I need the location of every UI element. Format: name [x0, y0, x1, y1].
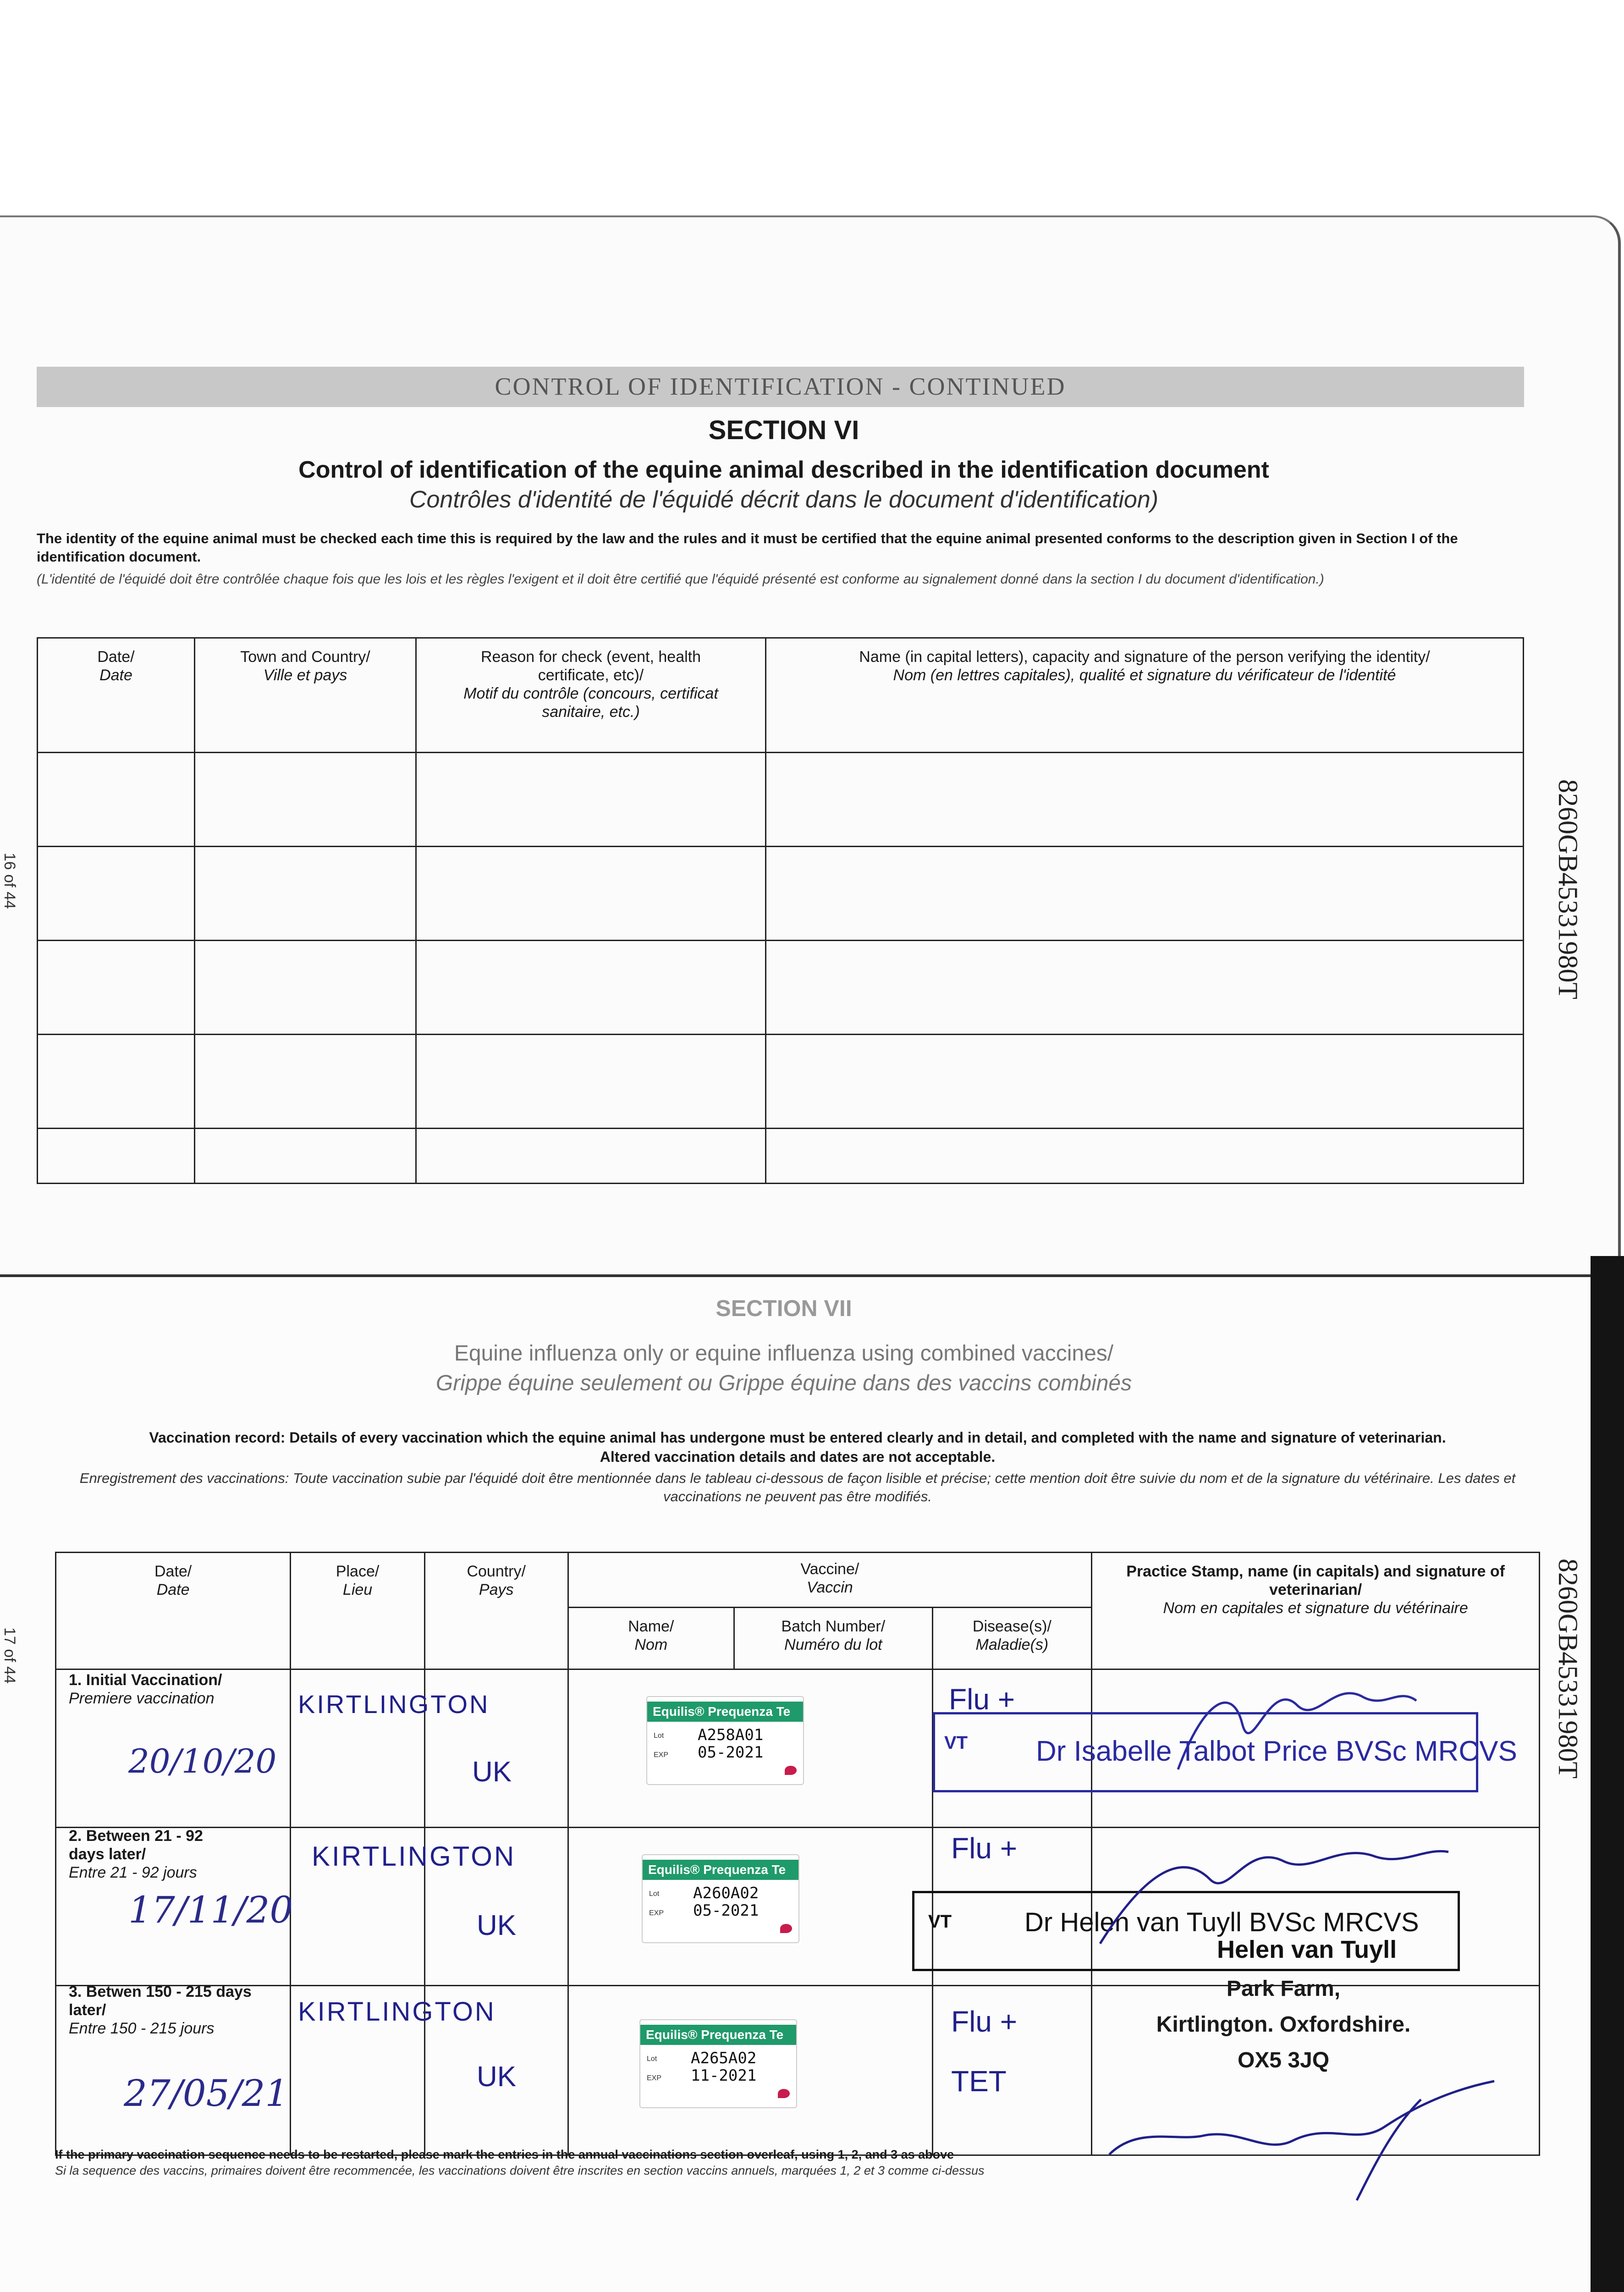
vaccine-exp: 05-2021	[693, 1901, 759, 1920]
col-reason-en: Reason for check (event, health certificate, etc)/	[480, 648, 701, 684]
hdr-vaccine-fr: Vaccin	[806, 1579, 853, 1596]
table-cell[interactable]	[766, 753, 1524, 847]
row-2-date: 17/11/20	[128, 1889, 293, 1931]
row-2-place: KIRTLINGTON	[312, 1841, 516, 1872]
section-6-title: SECTION VI	[708, 415, 859, 445]
hdr-batch-fr: Numéro du lot	[784, 1636, 882, 1653]
hdr-date-en: Date/	[154, 1563, 192, 1580]
row-2-label-fr: Entre 21 - 92 jours	[69, 1864, 197, 1881]
hdr-batch-en: Batch Number/	[781, 1618, 886, 1635]
hdr-date-fr: Date	[156, 1581, 190, 1598]
row-1-date: 20/10/20	[128, 1742, 277, 1780]
section-6-subtitle-fr: Contrôles d'identité de l'équidé décrit dans le document d'identification)	[409, 486, 1159, 513]
sticker-mark-icon	[778, 2089, 790, 2098]
exp-caption: EXP	[654, 1751, 669, 1759]
serial-number-bottom: 8260GB45331980T	[1553, 1559, 1583, 1779]
col-town-country	[195, 638, 416, 753]
table-cell[interactable]	[416, 941, 766, 1035]
lot-caption: Lot	[647, 2055, 657, 2063]
table-cell[interactable]	[195, 941, 416, 1035]
col-reason	[416, 638, 766, 753]
address-line-2: Kirtlington. Oxfordshire.	[1156, 2012, 1411, 2037]
vaccine-sticker-1	[646, 1696, 804, 1785]
vt-logo-icon: VT	[944, 1733, 968, 1753]
col-date	[38, 638, 195, 753]
table-cell[interactable]	[38, 941, 195, 1035]
vaccination-record-en: Vaccination record: Details of every vaccination which the equine animal has undergone must be entered clearly and in detail, and completed with the name and signature of veterinarian.	[149, 1429, 1446, 1446]
section-6-intro-en: The identity of the equine animal must be checked each time this is required by the law and the rules and it must be certified that the equine animal presented conforms to the description given in Section I of the identification document.	[37, 530, 1458, 565]
vt-logo-icon: VT	[928, 1912, 952, 1932]
row-1-label	[69, 1671, 284, 1708]
row-3-country: UK	[477, 2061, 517, 2093]
row-1-label-fr: Premiere vaccination	[69, 1690, 215, 1707]
section-6-subtitle-en: Control of identification of the equine animal described in the identification document	[298, 457, 1269, 483]
section-banner-text: CONTROL OF IDENTIFICATION - CONTINUED	[495, 373, 1066, 400]
table-cell[interactable]	[766, 847, 1524, 941]
row-2-disease: Flu +	[951, 1832, 1018, 1865]
serial-number-top: 8260GB45331980T	[1553, 779, 1583, 999]
col-town-en: Town and Country/	[240, 648, 370, 666]
table-cell[interactable]	[38, 1035, 195, 1129]
hdr-vaccine-en: Vaccine/	[800, 1560, 859, 1578]
section-7-subtitle-fr: Grippe équine seulement ou Grippe équine dans des vaccins combinés	[435, 1371, 1132, 1395]
section-7-title: SECTION VII	[716, 1295, 852, 1321]
vet-name-2-bold: Helen van Tuyll	[1217, 1936, 1397, 1963]
row-3-label	[69, 1983, 252, 2038]
page-number-current: 17 of 44	[1, 1627, 18, 1684]
vaccine-brand: Equilis® Prequenza Te	[643, 1860, 798, 1880]
hdr-name-en: Name/	[628, 1618, 674, 1635]
hdr-disease	[932, 1608, 1092, 1669]
address-line-3: OX5 3JQ	[1237, 2048, 1330, 2072]
col-reason-fr: Motif du contrôle (concours, certificat sanitaire, etc.)	[463, 685, 718, 721]
sticker-mark-icon	[785, 1766, 797, 1775]
hdr-place-en: Place/	[336, 1563, 380, 1580]
vaccine-lot: A265A02	[691, 2049, 757, 2067]
col-verifier	[766, 638, 1524, 753]
signature-3	[1100, 2072, 1513, 2209]
col-date-fr: Date	[99, 667, 132, 684]
row-1-country: UK	[472, 1756, 512, 1788]
col-verifier-en: Name (in capital letters), capacity and signature of the person verifying the identity/	[859, 648, 1430, 666]
hdr-stamp-en: Practice Stamp, name (in capitals) and signature of veterinarian/	[1126, 1563, 1505, 1598]
page-edge-shadow	[1591, 1256, 1624, 2292]
table-cell[interactable]	[38, 847, 195, 941]
section-7-subtitle-en: Equine influenza only or equine influenza using combined vaccines/	[454, 1341, 1114, 1366]
vaccine-brand: Equilis® Prequenza Te	[640, 2025, 796, 2045]
row-1-disease: Flu +	[949, 1683, 1015, 1716]
table-cell[interactable]	[416, 1129, 766, 1184]
section-6-intro-fr: (L'identité de l'équidé doit être contrôlée chaque fois que les lois et les règles l'exigent et il doit être certifié que l'équidé présenté est conforme au signalement donné dans la section I du document d'identification.)	[37, 572, 1324, 587]
footnote-fr: Si la sequence des vaccins, primaires doivent être recommencée, les vaccinations doivent être inscrites en section vaccins annuels, marquées 1, 2 et 3 comme ci-dessus	[55, 2164, 985, 2177]
vaccine-exp: 05-2021	[698, 1743, 764, 1762]
hdr-place	[291, 1553, 425, 1669]
vaccination-record-fr: Enregistrement des vaccinations: Toute vaccination subie par l'équidé doit être mentionnée dans le tableau ci-dessous de façon lisible et précise; cette mention doit être suivie du nom et de la signature du vétérinaire. Les dates et vaccinations ne peuvent pas être modifiés.	[79, 1470, 1516, 1504]
table-cell[interactable]	[195, 847, 416, 941]
table-cell[interactable]	[416, 847, 766, 941]
address-line-1: Park Farm,	[1226, 1977, 1341, 2001]
footnote-en: If the primary vaccination sequence needs to be restarted, please mark the entries in the annual vaccinations section overleaf, using 1, 2, and 3 as above	[55, 2148, 954, 2161]
table-cell[interactable]	[195, 1035, 416, 1129]
vaccine-lot: A258A01	[698, 1726, 764, 1744]
hdr-disease-en: Disease(s)/	[972, 1618, 1051, 1635]
row-2-label	[69, 1827, 220, 1882]
table-cell[interactable]	[416, 753, 766, 847]
table-cell[interactable]	[38, 1129, 195, 1184]
vaccine-brand: Equilis® Prequenza Te	[647, 1702, 803, 1722]
vet-name-2: Dr Helen van Tuyll BVSc MRCVS	[1024, 1907, 1419, 1937]
table-cell[interactable]	[195, 753, 416, 847]
col-date-en: Date/	[97, 648, 135, 666]
vaccine-exp: 11-2021	[691, 2066, 757, 2085]
row-3-label-en: 3. Betwen 150 - 215 days later/	[69, 1983, 252, 2019]
hdr-place-fr: Lieu	[342, 1581, 373, 1598]
hdr-country-en: Country/	[467, 1563, 526, 1580]
exp-caption: EXP	[647, 2074, 662, 2082]
vaccination-record-en2: Altered vaccination details and dates are not acceptable.	[600, 1449, 996, 1465]
row-3-place: KIRTLINGTON	[298, 1997, 496, 2027]
vaccine-sticker-3	[639, 2019, 797, 2108]
vet-address	[1100, 1971, 1467, 2078]
table-cell[interactable]	[766, 1035, 1524, 1129]
row-1-label-en: 1. Initial Vaccination/	[69, 1671, 222, 1689]
col-verifier-fr: Nom (en lettres capitales), qualité et signature du vérificateur de l'identité	[893, 667, 1396, 684]
table-cell[interactable]	[766, 1129, 1524, 1184]
row-3-label-fr: Entre 150 - 215 jours	[69, 2020, 215, 2037]
hdr-batch	[734, 1608, 932, 1669]
row-3-disease: Flu + TET	[951, 2005, 1018, 2098]
table-cell[interactable]	[195, 1129, 416, 1184]
col-town-fr: Ville et pays	[263, 667, 347, 684]
table-cell[interactable]	[766, 941, 1524, 1035]
hdr-vaccine-name	[568, 1608, 734, 1669]
lot-caption: Lot	[654, 1732, 664, 1740]
hdr-stamp-fr: Nom en capitales et signature du vétérinaire	[1163, 1599, 1468, 1617]
exp-caption: EXP	[649, 1909, 664, 1917]
hdr-country	[424, 1553, 568, 1669]
vet-name-1: Dr Isabelle Talbot Price BVSc MRCVS	[1036, 1736, 1517, 1767]
sticker-mark-icon	[780, 1924, 792, 1933]
table-cell[interactable]	[416, 1035, 766, 1129]
row-2-country: UK	[477, 1910, 517, 1941]
hdr-vaccine	[568, 1553, 1092, 1608]
hdr-date	[56, 1553, 291, 1669]
lot-caption: Lot	[649, 1890, 660, 1898]
row-1-place: KIRTLINGTON	[298, 1690, 490, 1719]
signature-1	[1169, 1669, 1426, 1788]
row-3-date: 27/05/21	[124, 2072, 289, 2115]
row-2-label-en: 2. Between 21 - 92 days later/	[69, 1827, 203, 1863]
hdr-disease-fr: Maladie(s)	[975, 1636, 1049, 1653]
signature-2	[1091, 1834, 1458, 1953]
table-cell[interactable]	[38, 753, 195, 847]
page-number-prev: 16 of 44	[1, 853, 18, 909]
hdr-country-fr: Pays	[479, 1581, 514, 1598]
vaccine-lot: A260A02	[693, 1884, 759, 1902]
vaccine-sticker-2	[642, 1854, 799, 1943]
hdr-name-fr: Nom	[634, 1636, 668, 1653]
identity-check-table	[37, 637, 1524, 1184]
hdr-stamp	[1092, 1553, 1540, 1669]
